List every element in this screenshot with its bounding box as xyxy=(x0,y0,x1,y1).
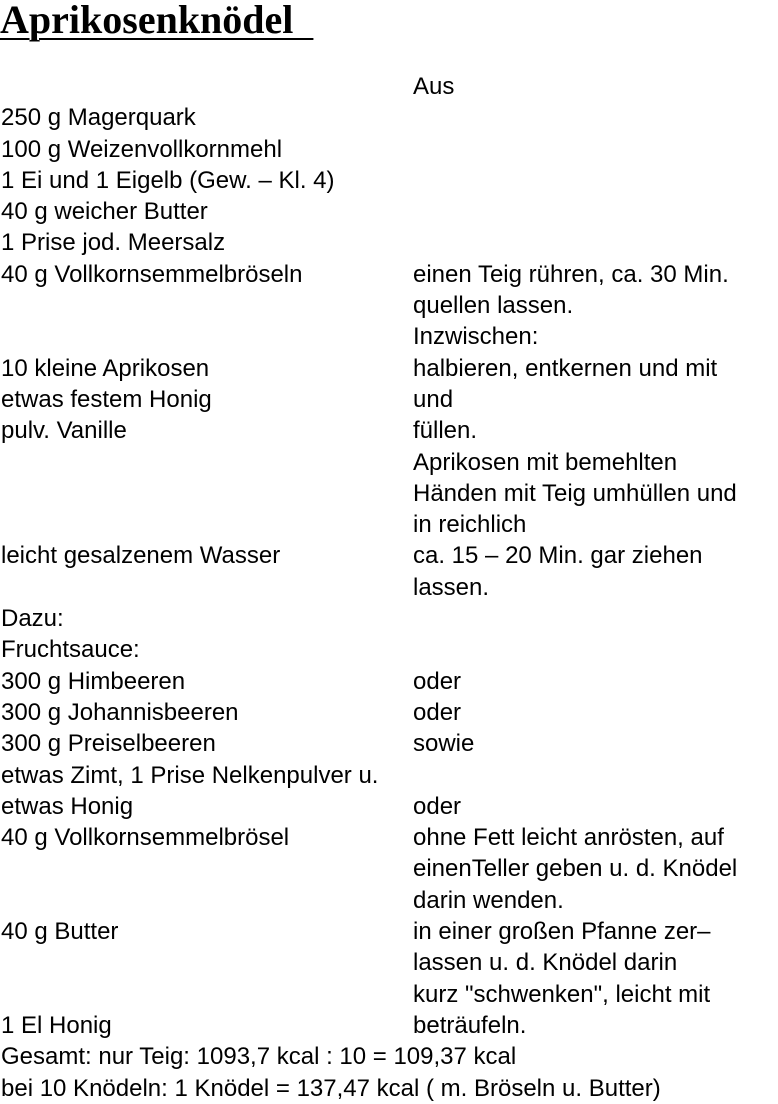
calorie-summary-line: Gesamt: nur Teig: 1093,7 kcal : 10 = 109,37 kcal xyxy=(1,1043,517,1071)
instruction-text: Händen mit Teig umhüllen und xyxy=(413,479,737,507)
ingredient-text: 300 g Himbeeren xyxy=(1,667,186,695)
recipe-row xyxy=(0,885,778,916)
recipe-row xyxy=(0,666,778,697)
recipe-title: Aprikosenknödel xyxy=(0,0,314,42)
nutrition-footer xyxy=(0,1041,778,1104)
recipe-row xyxy=(0,134,778,165)
recipe-row xyxy=(0,321,778,352)
instruction-text: ca. 15 – 20 Min. gar ziehen xyxy=(413,542,703,570)
ingredient-text: pulv. Vanille xyxy=(1,417,127,445)
ingredient-text: 250 g Magerquark xyxy=(1,104,196,132)
recipe-row xyxy=(0,572,778,603)
instruction-text: lassen u. d. Knödel darin xyxy=(413,949,678,977)
instruction-text: und xyxy=(413,385,454,413)
ingredient-text: etwas festem Honig xyxy=(1,385,212,413)
ingredient-text: 40 g Vollkornsemmelbröseln xyxy=(1,260,303,288)
recipe-row xyxy=(0,760,778,791)
instruction-text: einen Teig rühren, ca. 30 Min. xyxy=(413,260,729,288)
instruction-text: kurz "schwenken", leicht mit xyxy=(413,980,711,1008)
instruction-text: sowie xyxy=(413,730,475,758)
instruction-text: Aprikosen mit bemehlten xyxy=(413,448,678,476)
ingredient-text: 1 El Honig xyxy=(1,1011,112,1039)
instruction-text: in reichlich xyxy=(413,511,527,539)
instruction-text: einenTeller geben u. d. Knödel xyxy=(413,855,738,883)
recipe-row xyxy=(0,196,778,227)
ingredient-text: 40 g Butter xyxy=(1,918,119,946)
recipe-row xyxy=(0,509,778,540)
recipe-row xyxy=(0,853,778,884)
instruction-text: beträufeln. xyxy=(413,1011,527,1039)
recipe-row xyxy=(0,227,778,258)
recipe-row xyxy=(0,384,778,415)
ingredient-text: 1 Ei und 1 Eigelb (Gew. – Kl. 4) xyxy=(1,166,335,194)
ingredient-text: etwas Zimt, 1 Prise Nelkenpulver u. xyxy=(1,761,379,789)
recipe-row xyxy=(0,165,778,196)
ingredient-text: 1 Prise jod. Meersalz xyxy=(1,229,226,257)
instruction-text: Aus xyxy=(413,73,455,100)
recipe-row xyxy=(0,603,778,634)
instruction-text: oder xyxy=(413,792,462,820)
recipe-row xyxy=(0,634,778,665)
recipe-row xyxy=(0,791,778,822)
recipe-row xyxy=(0,728,778,759)
recipe-row xyxy=(0,979,778,1010)
instruction-text: quellen lassen. xyxy=(413,292,574,320)
instruction-text: lassen. xyxy=(413,573,490,601)
instruction-text: oder xyxy=(413,667,462,695)
ingredient-text: 40 g weicher Butter xyxy=(1,198,208,226)
ingredient-text: Dazu: xyxy=(1,605,64,633)
ingredient-text: 40 g Vollkornsemmelbrösel xyxy=(1,824,290,852)
recipe-row xyxy=(0,353,778,384)
recipe-row xyxy=(0,102,778,133)
instruction-text: Inzwischen: xyxy=(413,323,539,351)
ingredient-text: 300 g Preiselbeeren xyxy=(1,730,216,758)
instruction-text: füllen. xyxy=(413,417,478,445)
recipe-row xyxy=(0,822,778,853)
recipe-row xyxy=(0,697,778,728)
instruction-text: ohne Fett leicht anrösten, auf xyxy=(413,824,724,852)
ingredient-text: etwas Honig xyxy=(1,792,134,820)
recipe-row xyxy=(0,916,778,947)
recipe-row xyxy=(0,71,778,102)
ingredient-text: leicht gesalzenem Wasser xyxy=(1,542,281,570)
ingredient-text: 300 g Johannisbeeren xyxy=(1,698,239,726)
ingredient-text: Fruchtsauce: xyxy=(1,636,140,664)
ingredient-text: 10 kleine Aprikosen xyxy=(1,354,210,382)
recipe-row xyxy=(0,259,778,290)
recipe-row xyxy=(0,290,778,321)
recipe-row xyxy=(0,447,778,478)
recipe-table xyxy=(0,71,778,1041)
ingredient-text: 100 g Weizenvollkornmehl xyxy=(1,135,283,163)
instruction-text: in einer großen Pfanne zer– xyxy=(413,918,711,946)
recipe-row xyxy=(0,947,778,978)
instruction-text: oder xyxy=(413,698,462,726)
instruction-text: halbieren, entkernen und mit xyxy=(413,354,718,382)
calorie-summary-line: bei 10 Knödeln: 1 Knödel = 137,47 kcal ( m. Bröseln u. Butter) xyxy=(1,1074,661,1102)
instruction-text: darin wenden. xyxy=(413,886,564,914)
recipe-row xyxy=(0,478,778,509)
recipe-row xyxy=(0,1010,778,1041)
recipe-row xyxy=(0,540,778,571)
recipe-row xyxy=(0,415,778,446)
